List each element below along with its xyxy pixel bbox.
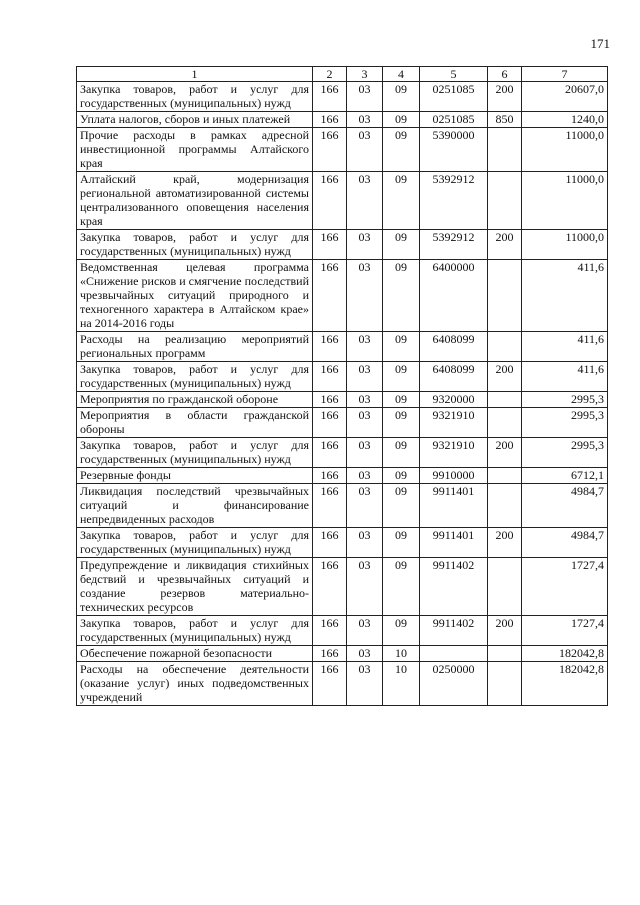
cell-code-3: 03 [347,558,383,616]
table-row [77,528,608,558]
row-label: Предупреждение и ликвидация стихийных бедствий и чрезвычайных ситуаций и создание резервов материально-технических ресурсов [77,558,313,616]
row-label: Закупка товаров, работ и услуг для государственных (муниципальных) нужд [77,438,313,468]
cell-amount: 4984,7 [522,528,608,558]
cell-code-6 [488,646,522,662]
cell-code-4: 09 [383,616,420,646]
cell-amount: 411,6 [522,362,608,392]
cell-code-5: 9911402 [420,616,488,646]
cell-code-4: 09 [383,332,420,362]
cell-code-6 [488,484,522,528]
cell-amount: 6712,1 [522,468,608,484]
cell-code-6 [488,558,522,616]
row-label: Расходы на реализацию мероприятий региональных программ [77,332,313,362]
row-label: Ликвидация последствий чрезвычайных ситуаций и финансирование непредвиденных расходов [77,484,313,528]
cell-amount: 182042,8 [522,662,608,706]
column-header: 3 [347,67,383,82]
table-row [77,646,608,662]
cell-code-2: 166 [313,260,347,332]
cell-code-4: 09 [383,528,420,558]
cell-code-5: 5390000 [420,128,488,172]
cell-code-4: 09 [383,112,420,128]
cell-amount: 11000,0 [522,172,608,230]
column-header: 1 [77,67,313,82]
column-header: 4 [383,67,420,82]
cell-code-2: 166 [313,616,347,646]
table-row [77,112,608,128]
table-row [77,662,608,706]
cell-amount: 411,6 [522,332,608,362]
cell-code-3: 03 [347,82,383,112]
row-label: Алтайский край, модернизация региональной автоматизированной системы централизованного оповещения населения края [77,172,313,230]
cell-code-3: 03 [347,646,383,662]
cell-code-2: 166 [313,408,347,438]
budget-table [76,66,608,706]
row-label: Мероприятия в области гражданской обороны [77,408,313,438]
cell-code-3: 03 [347,468,383,484]
cell-code-2: 166 [313,662,347,706]
cell-code-2: 166 [313,438,347,468]
cell-code-6: 200 [488,362,522,392]
cell-code-6 [488,128,522,172]
cell-code-5: 0251085 [420,112,488,128]
cell-code-3: 03 [347,128,383,172]
cell-code-2: 166 [313,230,347,260]
table-header-row [77,67,608,82]
cell-code-4: 09 [383,438,420,468]
cell-code-6: 200 [488,230,522,260]
cell-code-3: 03 [347,362,383,392]
table-row [77,82,608,112]
cell-code-3: 03 [347,332,383,362]
cell-code-5: 6408099 [420,332,488,362]
column-header: 2 [313,67,347,82]
cell-code-2: 166 [313,484,347,528]
cell-code-5: 9910000 [420,468,488,484]
cell-amount: 2995,3 [522,438,608,468]
table-row [77,438,608,468]
cell-code-5: 9320000 [420,392,488,408]
cell-code-3: 03 [347,528,383,558]
row-label: Закупка товаров, работ и услуг для государственных (муниципальных) нужд [77,616,313,646]
cell-code-5: 9911401 [420,528,488,558]
cell-amount: 11000,0 [522,230,608,260]
column-header: 7 [522,67,608,82]
cell-amount: 11000,0 [522,128,608,172]
row-label: Мероприятия по гражданской обороне [77,392,313,408]
table-row [77,260,608,332]
cell-code-4: 09 [383,392,420,408]
row-label: Уплата налогов, сборов и иных платежей [77,112,313,128]
cell-code-4: 09 [383,172,420,230]
cell-code-2: 166 [313,392,347,408]
row-label: Закупка товаров, работ и услуг для государственных (муниципальных) нужд [77,230,313,260]
table-row [77,332,608,362]
cell-code-4: 09 [383,484,420,528]
cell-code-4: 10 [383,646,420,662]
cell-code-6: 850 [488,112,522,128]
cell-code-5: 6408099 [420,362,488,392]
cell-code-5: 0251085 [420,82,488,112]
cell-amount: 1727,4 [522,616,608,646]
page-number: 171 [590,36,610,51]
cell-code-5: 5392912 [420,172,488,230]
cell-code-5: 9911402 [420,558,488,616]
row-label: Расходы на обеспечение деятельности (оказание услуг) иных подведомственных учреждений [77,662,313,706]
cell-code-3: 03 [347,172,383,230]
cell-code-3: 03 [347,392,383,408]
cell-amount: 4984,7 [522,484,608,528]
cell-code-2: 166 [313,172,347,230]
table-row [77,172,608,230]
cell-code-2: 166 [313,112,347,128]
row-label: Закупка товаров, работ и услуг для государственных (муниципальных) нужд [77,82,313,112]
cell-code-6: 200 [488,616,522,646]
cell-code-3: 03 [347,230,383,260]
row-label: Закупка товаров, работ и услуг для государственных (муниципальных) нужд [77,362,313,392]
cell-code-4: 10 [383,662,420,706]
cell-code-2: 166 [313,646,347,662]
cell-amount: 2995,3 [522,392,608,408]
cell-code-6: 200 [488,528,522,558]
cell-code-2: 166 [313,82,347,112]
cell-code-4: 09 [383,362,420,392]
cell-code-6 [488,172,522,230]
cell-code-2: 166 [313,528,347,558]
cell-code-3: 03 [347,484,383,528]
cell-code-5: 9321910 [420,438,488,468]
table-row [77,408,608,438]
cell-code-6: 200 [488,438,522,468]
row-label: Закупка товаров, работ и услуг для государственных (муниципальных) нужд [77,528,313,558]
cell-code-4: 09 [383,408,420,438]
cell-code-6: 200 [488,82,522,112]
row-label: Обеспечение пожарной безопасности [77,646,313,662]
cell-amount: 411,6 [522,260,608,332]
cell-code-6 [488,468,522,484]
cell-amount: 2995,3 [522,408,608,438]
cell-code-4: 09 [383,128,420,172]
cell-code-3: 03 [347,616,383,646]
cell-code-5: 6400000 [420,260,488,332]
cell-code-6 [488,392,522,408]
cell-code-4: 09 [383,558,420,616]
table-row [77,392,608,408]
cell-code-4: 09 [383,468,420,484]
cell-code-4: 09 [383,260,420,332]
cell-code-5: 0250000 [420,662,488,706]
cell-code-6 [488,332,522,362]
cell-amount: 182042,8 [522,646,608,662]
column-header: 5 [420,67,488,82]
table-row [77,558,608,616]
cell-code-3: 03 [347,662,383,706]
cell-code-2: 166 [313,128,347,172]
cell-code-5: 9321910 [420,408,488,438]
cell-amount: 1727,4 [522,558,608,616]
cell-code-5: 9911401 [420,484,488,528]
cell-code-2: 166 [313,468,347,484]
table-row [77,362,608,392]
table-row [77,616,608,646]
table-row [77,484,608,528]
cell-amount: 20607,0 [522,82,608,112]
cell-code-3: 03 [347,260,383,332]
row-label: Резервные фонды [77,468,313,484]
cell-code-5 [420,646,488,662]
cell-amount: 1240,0 [522,112,608,128]
row-label: Прочие расходы в рамках адресной инвестиционной программы Алтайского края [77,128,313,172]
cell-code-6 [488,662,522,706]
cell-code-2: 166 [313,362,347,392]
cell-code-2: 166 [313,332,347,362]
table-row [77,128,608,172]
column-header: 6 [488,67,522,82]
cell-code-3: 03 [347,438,383,468]
table-row [77,230,608,260]
cell-code-6 [488,408,522,438]
cell-code-5: 5392912 [420,230,488,260]
cell-code-6 [488,260,522,332]
cell-code-4: 09 [383,82,420,112]
cell-code-3: 03 [347,112,383,128]
cell-code-3: 03 [347,408,383,438]
table-row [77,468,608,484]
cell-code-2: 166 [313,558,347,616]
row-label: Ведомственная целевая программа «Снижение рисков и смягчение последствий чрезвычайных ситуаций природного и техногенного характера в Алтайском крае» на 2014-2016 годы [77,260,313,332]
cell-code-4: 09 [383,230,420,260]
